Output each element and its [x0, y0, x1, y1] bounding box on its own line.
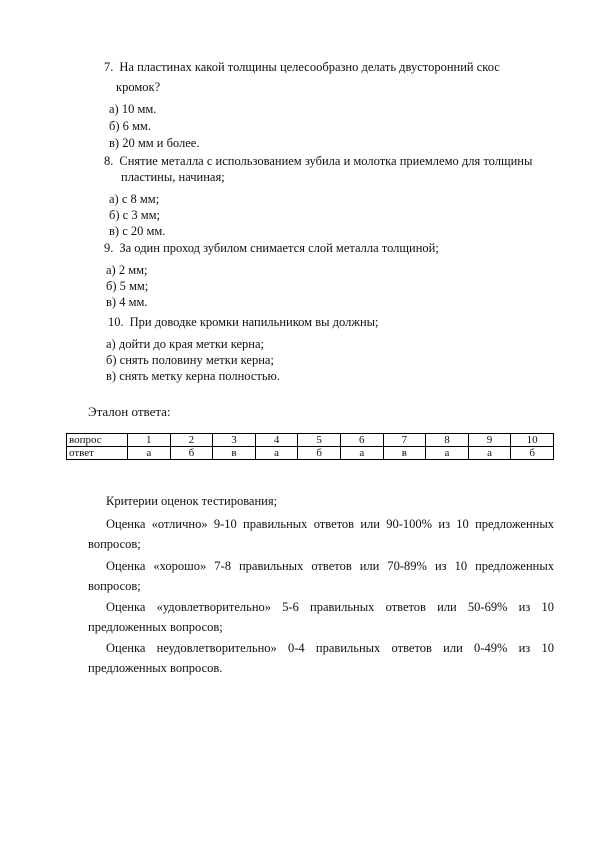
- question-9-stem: [104, 241, 439, 256]
- table-cell: б: [511, 447, 554, 460]
- answer-option: в) с 20 мм.: [109, 224, 166, 238]
- table-row-answers: [67, 447, 554, 460]
- question-text-continued: пластины, начиная;: [121, 170, 225, 184]
- table-cell: 8: [426, 434, 469, 447]
- question-text: При доводке кромки напильником вы должны;: [129, 315, 379, 329]
- question-number: 8.: [104, 154, 114, 168]
- answer-option: а) 10 мм.: [109, 102, 157, 116]
- answer-key-title: Эталон ответа:: [88, 404, 171, 419]
- table-cell: а: [255, 447, 298, 460]
- question-10-stem: [108, 315, 379, 330]
- answer-option: в) 20 мм и более.: [109, 136, 200, 150]
- question-text: За один проход зубилом снимается слой металла толщиной;: [119, 241, 439, 255]
- question-text: Снятие металла с использованием зубила и молотка приемлемо для толщины: [119, 154, 533, 168]
- table-cell: 1: [128, 434, 171, 447]
- question-number: 7.: [104, 60, 114, 74]
- question-8-stem: [104, 152, 554, 170]
- grade-satisfactory: Оценка «удовлетворительно» 5-6 правильных ответов или 50-69% из 10 предложенных вопросов;: [88, 600, 554, 634]
- answer-option: а) дойти до края метки керна;: [106, 337, 264, 351]
- table-cell: а: [340, 447, 383, 460]
- table-cell: 9: [468, 434, 511, 447]
- question-text: На пластинах какой толщины целесообразно делать двусторонний скос: [119, 60, 500, 74]
- grade-unsatisfactory: Оценка неудовлетворительно» 0-4 правильных ответов или 0-49% из 10 предложенных вопросов.: [88, 641, 554, 675]
- answer-option: в) 4 мм.: [106, 295, 148, 309]
- table-cell: 10: [511, 434, 554, 447]
- table-cell: 3: [213, 434, 256, 447]
- grade-excellent: Оценка «отлично» 9-10 правильных ответов или 90-100% из 10 предложенных вопросов;: [88, 517, 554, 551]
- table-row-questions: [67, 434, 554, 447]
- answer-option: а) с 8 мм;: [109, 192, 160, 206]
- table-cell: 5: [298, 434, 341, 447]
- table-cell: а: [128, 447, 171, 460]
- answer-option: б) с 3 мм;: [109, 208, 160, 222]
- answer-option: б) снять половину метки керна;: [106, 353, 274, 367]
- grade-good: Оценка «хорошо» 7-8 правильных ответов или 70-89% из 10 предложенных вопросов;: [88, 559, 554, 593]
- question-number: 9.: [104, 241, 114, 255]
- row-label-question: вопрос: [67, 434, 128, 447]
- answer-key-table: [66, 433, 554, 460]
- question-7-stem: [104, 58, 554, 76]
- table-cell: 2: [170, 434, 213, 447]
- question-text-continued: кромок?: [116, 80, 161, 94]
- table-cell: 7: [383, 434, 426, 447]
- question-number: 10.: [108, 315, 124, 329]
- criteria-title: Критерии оценок тестирования;: [106, 494, 278, 508]
- row-label-answer: ответ: [67, 447, 128, 460]
- answer-option: б) 5 мм;: [106, 279, 149, 293]
- table-cell: а: [426, 447, 469, 460]
- table-cell: в: [383, 447, 426, 460]
- table-cell: б: [298, 447, 341, 460]
- answer-option: в) снять метку керна полностью.: [106, 369, 281, 383]
- table-cell: 6: [340, 434, 383, 447]
- table-cell: б: [170, 447, 213, 460]
- answer-option: б) 6 мм.: [109, 119, 151, 133]
- table-cell: а: [468, 447, 511, 460]
- table-cell: 4: [255, 434, 298, 447]
- answer-option: а) 2 мм;: [106, 263, 148, 277]
- table-cell: в: [213, 447, 256, 460]
